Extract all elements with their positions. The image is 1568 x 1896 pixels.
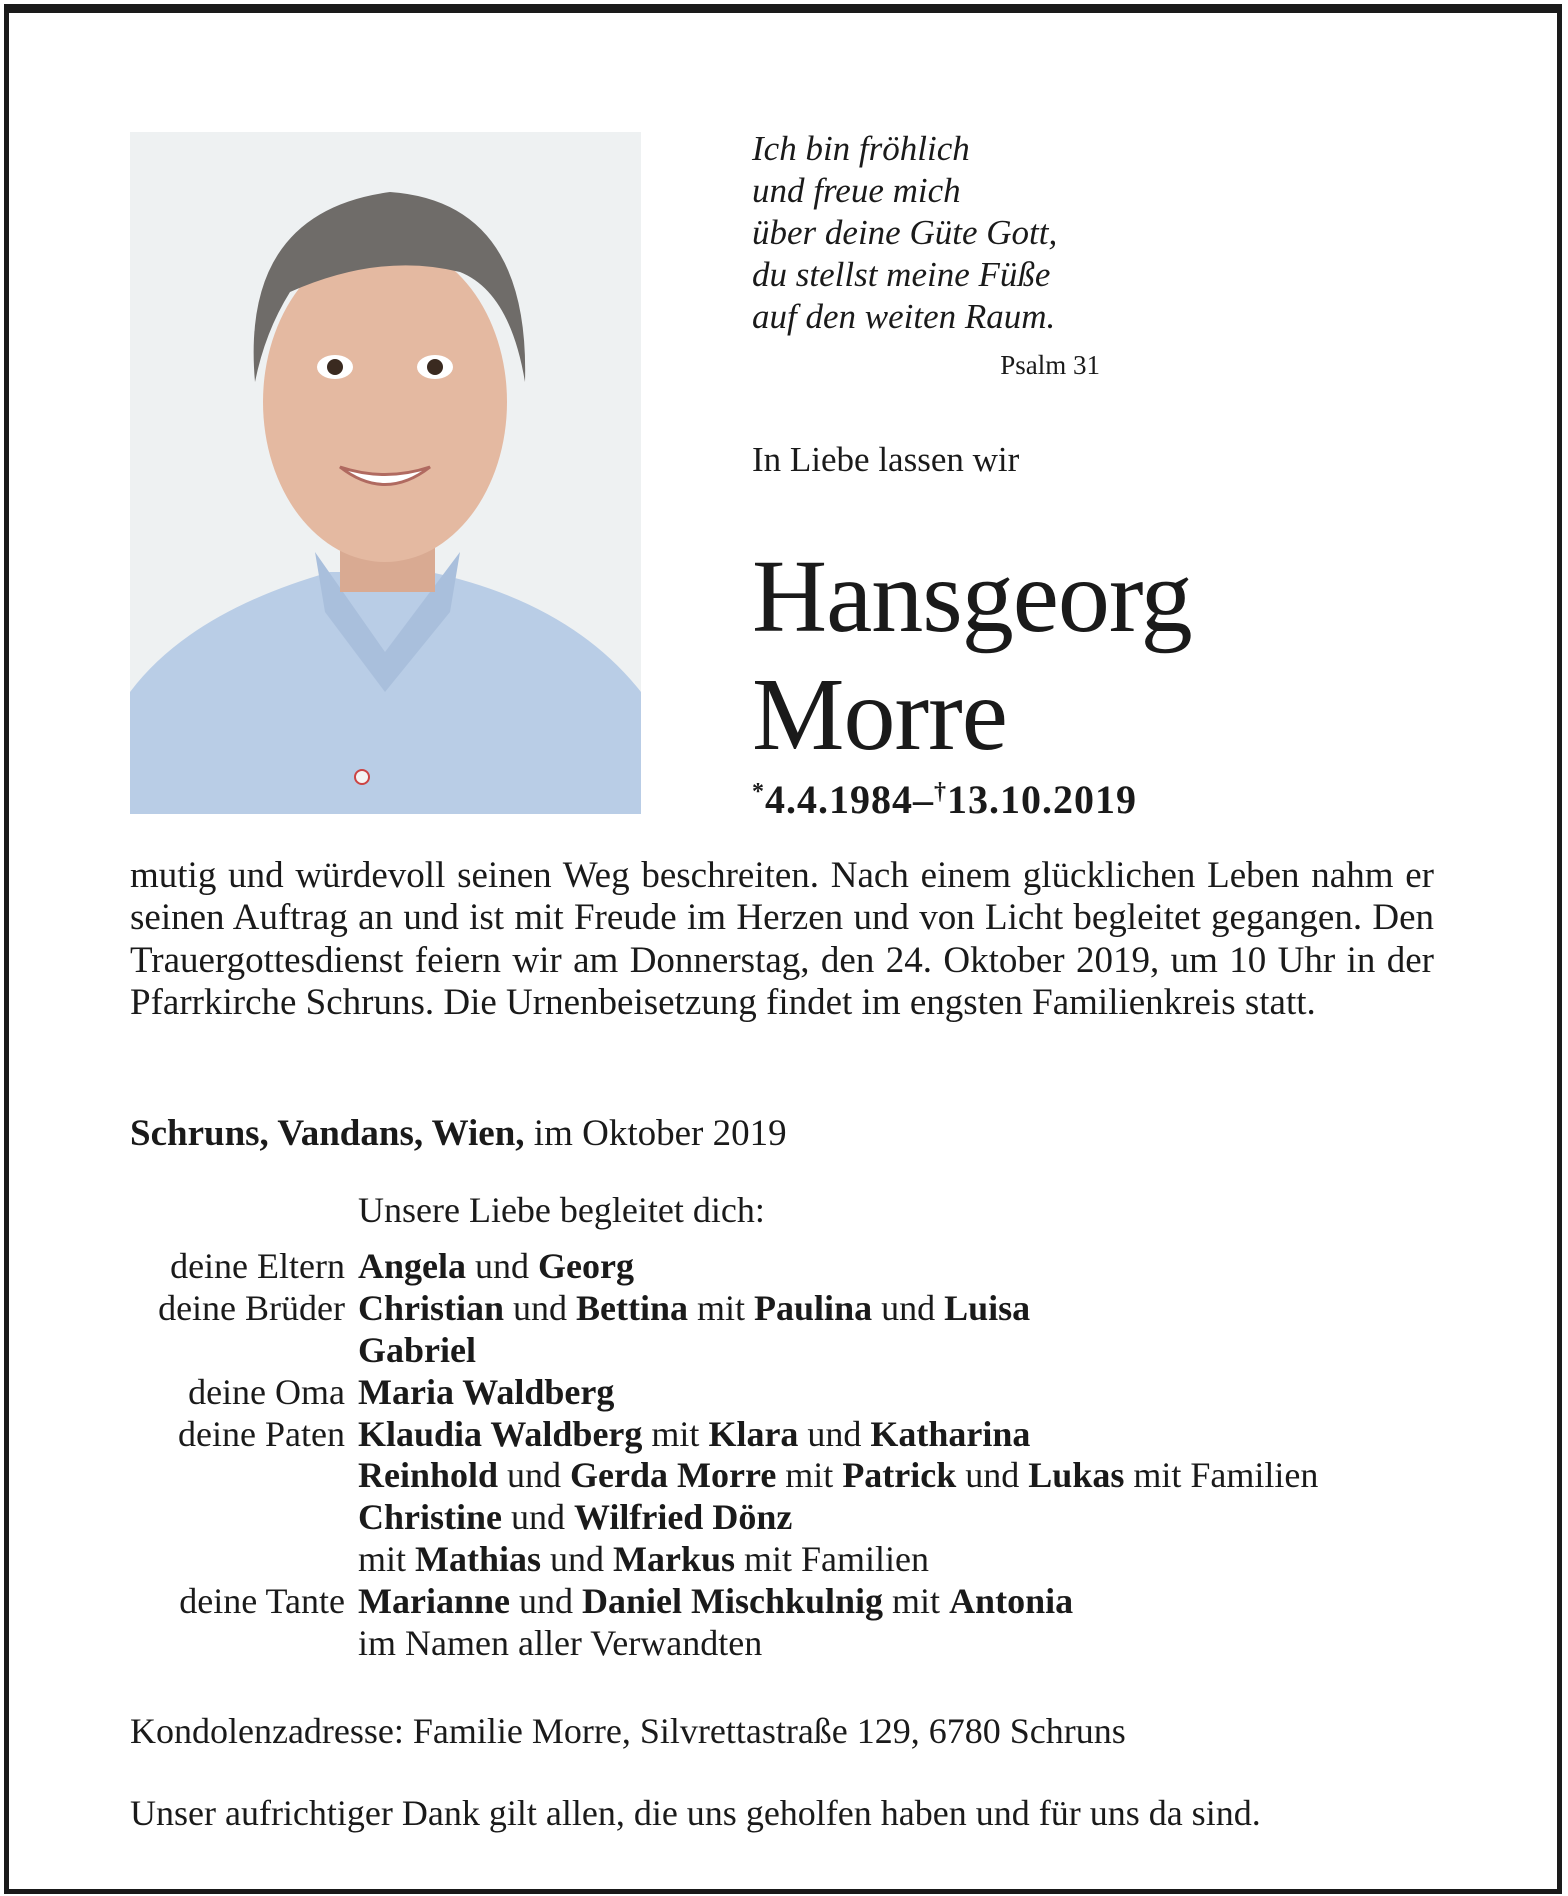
date-separator: –	[913, 777, 934, 822]
intro-text: In Liebe lassen wir	[752, 440, 1020, 479]
relation-label: deine Brüder	[158, 1287, 345, 1328]
quote-line: Ich bin fröhlich	[752, 129, 970, 168]
relation-label: deine Paten	[178, 1413, 345, 1454]
places: Schruns, Vandans, Wien,	[130, 1113, 525, 1154]
person-name: Gerda Morre	[570, 1455, 777, 1496]
birth-date: 4.4.1984	[765, 777, 913, 822]
person-name: Angela	[358, 1245, 466, 1286]
obituary-text: mutig und würdevoll seinen Weg beschreiten. Nach einem glücklichen Leben nahm er seinen Auftrag an und ist mit Freude im Herzen und von Licht begleitet gegangen. Den Trauergottesdienst feiern wir am Donnerstag, den 24. Oktober 2019, um 10 Uhr in der Pfarrkirche Schruns. Die Urnenbeisetzung findet im engsten Familienkreis statt.	[130, 855, 1434, 1023]
mourner-row	[130, 1497, 1450, 1539]
connector-text: mit Familien	[735, 1539, 930, 1580]
condolence-address: Kondolenzadresse: Familie Morre, Silvrettastraße 129, 6780 Schruns	[130, 1711, 1126, 1751]
last-name: Morre	[752, 657, 1007, 772]
connector-text: mit	[642, 1413, 709, 1454]
quote-line: auf den weiten Raum.	[752, 297, 1056, 336]
mourner-names	[358, 1288, 1030, 1330]
mourner-row	[130, 1246, 1450, 1288]
connector-text: und	[798, 1413, 871, 1454]
person-name: Daniel Mischkulnig	[581, 1581, 884, 1622]
mourner-row	[130, 1623, 1450, 1665]
connector-text: und	[956, 1455, 1029, 1496]
person-name: Reinhold	[358, 1455, 499, 1496]
connector-text: und	[502, 1497, 574, 1538]
connector-text: und	[498, 1455, 571, 1496]
person-name: Katharina	[870, 1413, 1031, 1454]
relation-label	[130, 1539, 358, 1581]
death-symbol: †	[934, 779, 947, 805]
first-name: Hansgeorg	[752, 539, 1192, 654]
person-name: Lukas	[1028, 1455, 1125, 1496]
mourner-row	[130, 1372, 1450, 1414]
quote-line: du stellst meine Füße	[752, 255, 1051, 294]
mourner-names	[358, 1581, 1073, 1623]
person-name: Gabriel	[358, 1329, 476, 1370]
death-date: 13.10.2019	[947, 777, 1137, 822]
person-name: Maria Waldberg	[358, 1371, 615, 1412]
mourner-row	[130, 1539, 1450, 1581]
relation-label: deine Oma	[188, 1371, 345, 1412]
connector-text: und	[466, 1245, 538, 1286]
quote-line: und freue mich	[752, 171, 961, 210]
deceased-name	[752, 538, 1192, 774]
relation-label	[130, 1330, 358, 1372]
connector-text: und	[872, 1287, 945, 1328]
connector-text: im Namen aller Verwandten	[358, 1623, 763, 1664]
relation-label	[130, 1623, 358, 1665]
mourners-heading: Unsere Liebe begleitet dich:	[358, 1190, 765, 1230]
quote-line: über deine Güte Gott,	[752, 213, 1058, 252]
person-name: Markus	[613, 1539, 736, 1580]
connector-text: mit	[776, 1455, 843, 1496]
person-name: Paulina	[754, 1287, 873, 1328]
mourner-names	[358, 1372, 614, 1414]
person-name: Klara	[708, 1413, 799, 1454]
place-date	[130, 1112, 787, 1155]
relation-label	[130, 1455, 358, 1497]
connector-text: mit Familien	[1124, 1455, 1319, 1496]
person-name: Christian	[358, 1287, 505, 1328]
connector-text: mit	[358, 1539, 416, 1580]
thanks-note: Unser aufrichtiger Dank gilt allen, die uns geholfen haben und für uns da sind.	[130, 1793, 1261, 1833]
mourner-names	[358, 1330, 476, 1372]
psalm-quote	[752, 128, 1057, 338]
issue-date: im Oktober 2019	[533, 1113, 787, 1154]
person-name: Marianne	[358, 1581, 510, 1622]
mourner-names	[358, 1455, 1318, 1497]
mourner-row	[130, 1414, 1450, 1456]
relation-label	[130, 1497, 358, 1539]
mourner-names	[358, 1497, 792, 1539]
mourner-row	[130, 1581, 1450, 1623]
mourner-names	[358, 1246, 634, 1288]
connector-text: und	[504, 1287, 577, 1328]
person-name: Georg	[538, 1245, 634, 1286]
person-name: Bettina	[576, 1287, 689, 1328]
person-name: Luisa	[944, 1287, 1031, 1328]
mourner-names	[358, 1414, 1030, 1456]
mourner-names	[358, 1539, 929, 1581]
connector-text: mit	[883, 1581, 950, 1622]
mourner-names	[358, 1623, 762, 1665]
person-name: Klaudia Waldberg	[358, 1413, 643, 1454]
relation-label: deine Tante	[179, 1581, 345, 1622]
mourner-row	[130, 1455, 1450, 1497]
person-name: Patrick	[842, 1455, 957, 1496]
person-name: Wilfried Dönz	[574, 1497, 793, 1538]
quote-source: Psalm 31	[1000, 350, 1100, 380]
mourners-list	[130, 1190, 1450, 1665]
mourner-row	[130, 1330, 1450, 1372]
connector-text: und	[541, 1539, 614, 1580]
relation-label: deine Eltern	[170, 1245, 345, 1286]
person-name: Mathias	[415, 1539, 542, 1580]
portrait-photo	[130, 132, 641, 814]
mourners-heading-row	[130, 1190, 1450, 1232]
person-name: Christine	[358, 1497, 502, 1538]
life-dates	[752, 776, 1137, 823]
birth-symbol: *	[752, 779, 765, 805]
connector-text: und	[509, 1581, 582, 1622]
person-name: Antonia	[949, 1581, 1074, 1622]
connector-text: mit	[688, 1287, 755, 1328]
mourner-row	[130, 1288, 1450, 1330]
